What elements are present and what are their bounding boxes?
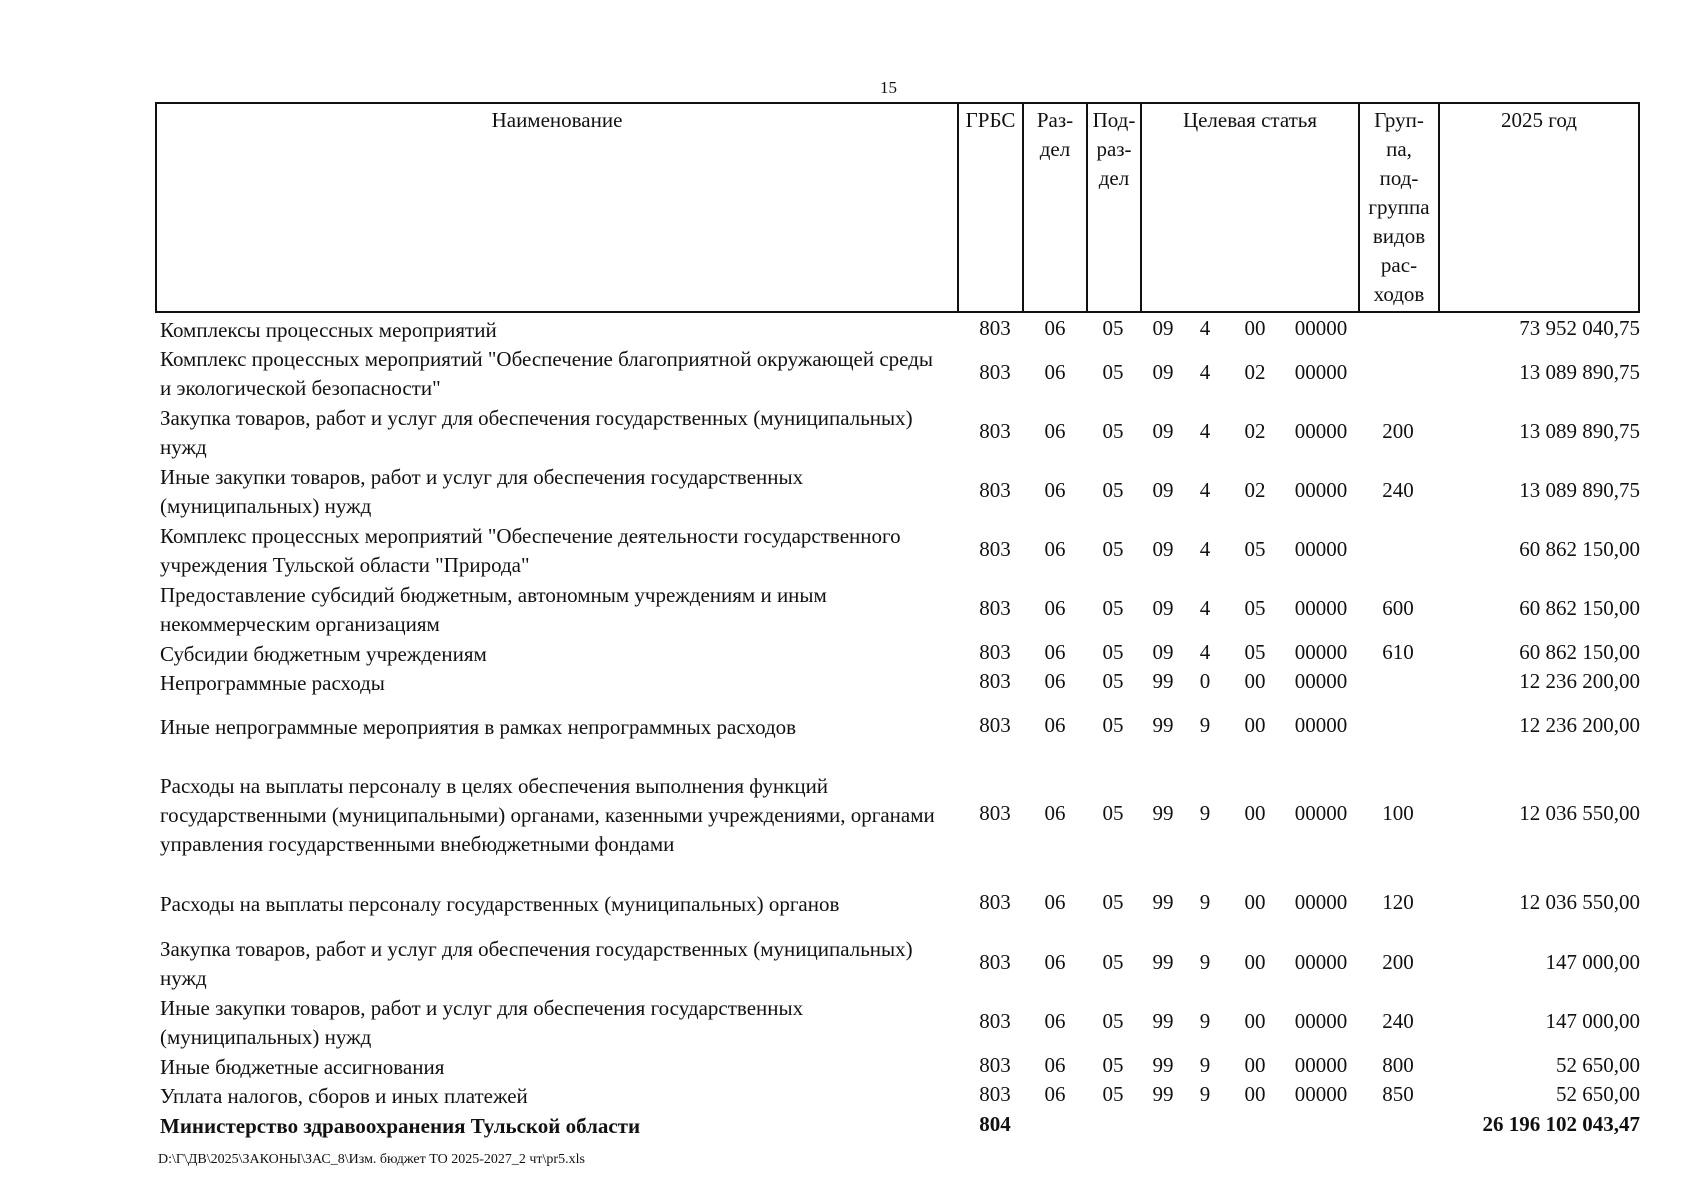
row-vr: 120 (1382, 890, 1414, 914)
row-ts3: 02 (1244, 360, 1266, 384)
row-amount: 12 236 200,00 (1519, 669, 1640, 693)
row-ts4: 00000 (1294, 801, 1348, 825)
row-grbs: 803 (979, 713, 1011, 737)
row-ts2: 4 (1199, 360, 1211, 384)
row-grbs: 803 (979, 801, 1011, 825)
row-rz: 06 (1044, 640, 1066, 664)
row-ts3: 05 (1244, 596, 1266, 620)
row-prz: 05 (1102, 1053, 1124, 1077)
table-row (0, 463, 1696, 521)
row-ts2: 9 (1199, 1009, 1211, 1033)
table-row (0, 1082, 1696, 1111)
row-ts1: 99 (1152, 1082, 1174, 1106)
row-ts3: 00 (1244, 950, 1266, 974)
row-rz: 06 (1044, 360, 1066, 384)
row-grbs: 803 (979, 640, 1011, 664)
row-ts1: 09 (1152, 478, 1174, 502)
row-amount: 12 036 550,00 (1519, 801, 1640, 825)
row-grbs: 803 (979, 478, 1011, 502)
row-ts1: 99 (1152, 890, 1174, 914)
row-ts1: 09 (1152, 419, 1174, 443)
header-podrazdel: Под- раз- дел (1087, 103, 1141, 312)
row-name: Расходы на выплаты персоналу государственных (муниципальных) органов (160, 892, 840, 916)
row-ts4: 00000 (1294, 1082, 1348, 1106)
table-row (0, 522, 1696, 580)
header-target-article: Целевая статья (1141, 103, 1359, 312)
row-prz: 05 (1102, 713, 1124, 737)
row-name: Расходы на выплаты персоналу в целях обеспечения выполнения функций государственными (муниципальными) органами, казенными учреждениями, органами управления государственными внебюджетными фондами (160, 774, 935, 856)
row-ts2: 0 (1199, 669, 1211, 693)
row-ts3: 00 (1244, 713, 1266, 737)
row-ts4: 00000 (1294, 360, 1348, 384)
row-vr: 800 (1382, 1053, 1414, 1077)
row-vr: 100 (1382, 801, 1414, 825)
header-name: Наименование (156, 103, 958, 312)
row-ts2: 4 (1199, 316, 1211, 340)
row-ts3: 00 (1244, 1009, 1266, 1033)
header-grbs: ГРБС (958, 103, 1023, 312)
row-vr: 610 (1382, 640, 1414, 664)
row-prz: 05 (1102, 537, 1124, 561)
row-ts1: 99 (1152, 801, 1174, 825)
row-grbs: 803 (979, 950, 1011, 974)
row-rz: 06 (1044, 478, 1066, 502)
row-grbs: 803 (979, 669, 1011, 693)
row-ts1: 99 (1152, 713, 1174, 737)
row-amount: 73 952 040,75 (1519, 316, 1640, 340)
row-ts3: 00 (1244, 801, 1266, 825)
row-name: Иные бюджетные ассигнования (160, 1055, 445, 1079)
row-ts4: 00000 (1294, 640, 1348, 664)
table-row (0, 404, 1696, 462)
row-ts2: 9 (1199, 890, 1211, 914)
row-name: Иные непрограммные мероприятия в рамках непрограммных расходов (160, 715, 797, 739)
table-row (0, 669, 1696, 698)
row-rz: 06 (1044, 1082, 1066, 1106)
row-prz: 05 (1102, 419, 1124, 443)
row-grbs: 803 (979, 596, 1011, 620)
row-ts2: 9 (1199, 1082, 1211, 1106)
row-prz: 05 (1102, 669, 1124, 693)
table-row (0, 1053, 1696, 1082)
row-grbs: 803 (979, 1082, 1011, 1106)
table-row (0, 640, 1696, 669)
row-amount: 147 000,00 (1545, 1009, 1640, 1033)
row-ts4: 00000 (1294, 419, 1348, 443)
row-name: Уплата налогов, сборов и иных платежей (160, 1084, 528, 1108)
row-name: Комплекс процессных мероприятий "Обеспечение благоприятной окружающей среды и экологической безопасности" (160, 347, 934, 400)
row-ts1: 09 (1152, 316, 1174, 340)
row-name: Непрограммные расходы (160, 671, 385, 695)
row-ts1: 09 (1152, 537, 1174, 561)
table-row (0, 890, 1696, 919)
row-ts4: 00000 (1294, 478, 1348, 502)
row-ts4: 00000 (1294, 316, 1348, 340)
page-number: 15 (880, 78, 897, 97)
header-year: 2025 год (1439, 103, 1639, 312)
row-grbs: 804 (979, 1112, 1011, 1136)
row-amount: 60 862 150,00 (1519, 640, 1640, 664)
row-ts2: 4 (1199, 640, 1211, 664)
row-rz: 06 (1044, 890, 1066, 914)
row-ts3: 05 (1244, 537, 1266, 561)
row-name: Предоставление субсидий бюджетным, автономным учреждениям и иным некоммерческим организациям (160, 583, 827, 636)
row-name: Закупка товаров, работ и услуг для обеспечения государственных (муниципальных) нужд (160, 937, 913, 990)
row-ts3: 02 (1244, 419, 1266, 443)
table-row (0, 316, 1696, 345)
row-amount: 60 862 150,00 (1519, 537, 1640, 561)
row-grbs: 803 (979, 1053, 1011, 1077)
row-ts4: 00000 (1294, 713, 1348, 737)
row-name: Закупка товаров, работ и услуг для обеспечения государственных (муниципальных) нужд (160, 406, 913, 459)
row-prz: 05 (1102, 1009, 1124, 1033)
row-amount: 13 089 890,75 (1519, 360, 1640, 384)
row-ts3: 05 (1244, 640, 1266, 664)
row-ts1: 09 (1152, 640, 1174, 664)
row-prz: 05 (1102, 801, 1124, 825)
row-grbs: 803 (979, 1009, 1011, 1033)
row-grbs: 803 (979, 360, 1011, 384)
row-amount: 26 196 102 043,47 (1482, 1112, 1640, 1136)
row-ts2: 4 (1199, 596, 1211, 620)
row-rz: 06 (1044, 950, 1066, 974)
row-ts4: 00000 (1294, 1053, 1348, 1077)
row-prz: 05 (1102, 360, 1124, 384)
row-ts4: 00000 (1294, 537, 1348, 561)
row-ts2: 9 (1199, 801, 1211, 825)
row-amount: 60 862 150,00 (1519, 596, 1640, 620)
row-rz: 06 (1044, 801, 1066, 825)
row-ts4: 00000 (1294, 890, 1348, 914)
row-grbs: 803 (979, 316, 1011, 340)
row-prz: 05 (1102, 596, 1124, 620)
row-rz: 06 (1044, 419, 1066, 443)
row-amount: 12 036 550,00 (1519, 890, 1640, 914)
row-ts3: 00 (1244, 1082, 1266, 1106)
row-name: Министерство здравоохранения Тульской области (160, 1114, 641, 1138)
row-name: Комплексы процессных мероприятий (160, 318, 497, 342)
row-ts2: 9 (1199, 1053, 1211, 1077)
row-ts3: 00 (1244, 1053, 1266, 1077)
table-header (155, 102, 1640, 313)
row-vr: 850 (1382, 1082, 1414, 1106)
row-amount: 12 236 200,00 (1519, 713, 1640, 737)
table-row (0, 581, 1696, 639)
row-ts4: 00000 (1294, 950, 1348, 974)
row-name: Субсидии бюджетным учреждениям (160, 642, 487, 666)
row-ts1: 99 (1152, 950, 1174, 974)
row-rz: 06 (1044, 713, 1066, 737)
row-ts2: 4 (1199, 419, 1211, 443)
row-name: Иные закупки товаров, работ и услуг для обеспечения государственных (муниципальных) нужд (160, 465, 804, 518)
row-prz: 05 (1102, 478, 1124, 502)
row-vr: 600 (1382, 596, 1414, 620)
header-group: Груп- па, под- группа видов рас- ходов (1359, 103, 1439, 312)
row-ts2: 4 (1199, 478, 1211, 502)
table-row (0, 994, 1696, 1052)
row-rz: 06 (1044, 596, 1066, 620)
row-vr: 200 (1382, 950, 1414, 974)
footer-file-path: D:\Г\ДВ\2025\ЗАКОНЫ\ЗАС_8\Изм. бюджет ТО 2025-2027_2 чт\pr5.xls (158, 1152, 585, 1167)
row-rz: 06 (1044, 1009, 1066, 1033)
row-ts4: 00000 (1294, 596, 1348, 620)
row-ts2: 9 (1199, 713, 1211, 737)
row-amount: 147 000,00 (1545, 950, 1640, 974)
row-rz: 06 (1044, 537, 1066, 561)
row-ts3: 00 (1244, 890, 1266, 914)
row-amount: 52 650,00 (1556, 1053, 1640, 1077)
row-ts4: 00000 (1294, 669, 1348, 693)
row-grbs: 803 (979, 419, 1011, 443)
row-prz: 05 (1102, 1082, 1124, 1106)
header-razdel: Раз- дел (1023, 103, 1087, 312)
row-ts2: 9 (1199, 950, 1211, 974)
row-ts1: 99 (1152, 1053, 1174, 1077)
table-row (0, 935, 1696, 993)
row-amount: 52 650,00 (1556, 1082, 1640, 1106)
row-ts1: 99 (1152, 669, 1174, 693)
row-vr: 240 (1382, 478, 1414, 502)
row-ts3: 02 (1244, 478, 1266, 502)
row-prz: 05 (1102, 890, 1124, 914)
row-amount: 13 089 890,75 (1519, 478, 1640, 502)
row-rz: 06 (1044, 316, 1066, 340)
table-row (0, 713, 1696, 742)
row-rz: 06 (1044, 1053, 1066, 1077)
row-amount: 13 089 890,75 (1519, 419, 1640, 443)
row-prz: 05 (1102, 950, 1124, 974)
row-rz: 06 (1044, 669, 1066, 693)
row-ts1: 09 (1152, 360, 1174, 384)
row-ts3: 00 (1244, 669, 1266, 693)
row-prz: 05 (1102, 316, 1124, 340)
row-ts1: 09 (1152, 596, 1174, 620)
row-prz: 05 (1102, 640, 1124, 664)
row-ts1: 99 (1152, 1009, 1174, 1033)
row-vr: 240 (1382, 1009, 1414, 1033)
row-grbs: 803 (979, 537, 1011, 561)
table-row (0, 772, 1696, 859)
row-ts3: 00 (1244, 316, 1266, 340)
row-ts4: 00000 (1294, 1009, 1348, 1033)
row-name: Комплекс процессных мероприятий "Обеспечение деятельности государственного учреждения Тульской области "Природа" (160, 524, 901, 577)
row-vr: 200 (1382, 419, 1414, 443)
table-row (0, 345, 1696, 403)
table-row-total (0, 1112, 1696, 1141)
row-grbs: 803 (979, 890, 1011, 914)
row-ts2: 4 (1199, 537, 1211, 561)
row-name: Иные закупки товаров, работ и услуг для обеспечения государственных (муниципальных) нужд (160, 996, 804, 1049)
